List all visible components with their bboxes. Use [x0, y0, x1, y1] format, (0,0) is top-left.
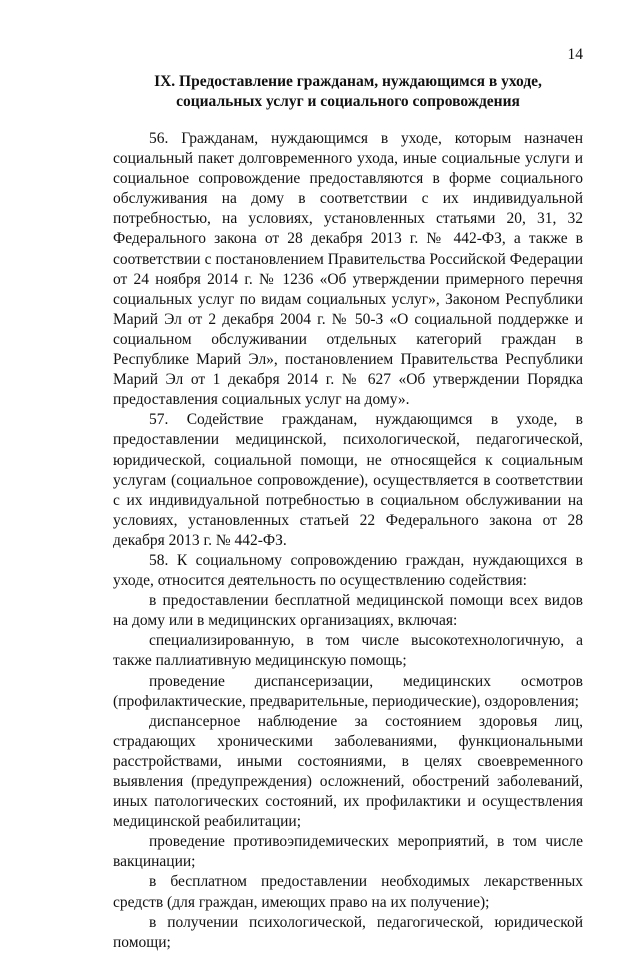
paragraph-56: 56. Гражданам, нуждающимся в уходе, которым назначен социальный пакет долговременного ухода, иные социальные услуги и социальное сопровождение предоставляются в форме социального обслуживания на дому в соответствии с их индивидуальной потребностью, на условиях, установленных статьями 20, 31, 32 Федерального закона от 28 декабря 2013 г. № 442-ФЗ, а также в соответствии с постановлением Правительства Российской Федерации от 24 ноября 2014 г. № 1236 «Об утверждении примерного перечня социальных услуг по видам социальных услуг», Законом Республики Марий Эл от 2 декабря 2004 г. № 50-З «О социальной поддержке и социальном обслуживании отдельных категорий граждан в Республике Марий Эл», постановлением Правительства Республики Марий Эл от 1 декабря 2014 г. № 627 «Об утверждении Порядка предоставления социальных услуг на дому». — [113, 130, 583, 409]
section-title-line-2: социальных услуг и социального сопровождения — [176, 93, 520, 110]
list-item-free-medicines: в бесплатном предоставлении необходимых лекарственных средств (для граждан, имеющих право на их получение); — [113, 873, 583, 911]
list-item-medical-help: в предоставлении бесплатной медицинской помощи всех видов на дому или в медицинских организациях, включая: — [113, 592, 583, 630]
paragraph-57: 57. Содействие гражданам, нуждающимся в уходе, в предоставлении медицинской, психологической, педагогической, юридической, социальной помощи, не относящейся к социальным услугам (социальное сопровождение), осуществляется в соответствии с их индивидуальной потребностью в социальном обслуживании на условиях, установленных статьей 22 Федерального закона от 28 декабря 2013 г. № 442-ФЗ. — [113, 411, 583, 549]
list-item-dispensary-observation: диспансерное наблюдение за состоянием здоровья лиц, страдающих хроническими заболеваниями, функциональными расстройствами, иными состояниями, в целях своевременного выявления (предупреждения) осложнений, обострений заболеваний, иных патологических состояний, их профилактики и осуществления медицинской реабилитации; — [113, 712, 583, 831]
list-item-dispensarization: проведение диспансеризации, медицинских осмотров (профилактические, предварительные, периодические), оздоровления; — [113, 672, 583, 710]
list-item-specialized-care: специализированную, в том числе высокотехнологичную, а также паллиативную медицинскую помощь; — [113, 632, 583, 670]
page-number: 14 — [567, 46, 583, 63]
list-item-psych-legal-help: в получении психологической, педагогической, юридической помощи; — [113, 913, 583, 951]
body-text — [113, 129, 583, 953]
section-heading — [113, 72, 583, 112]
section-title-line-1: IX. Предоставление гражданам, нуждающимся в уходе, — [154, 73, 542, 90]
list-item-anti-epidemic: проведение противоэпидемических мероприятий, в том числе вакцинации; — [113, 833, 583, 871]
paragraph-58: 58. К социальному сопровождению граждан, нуждающихся в уходе, относится деятельность по осуществлению содействия: — [113, 551, 583, 590]
